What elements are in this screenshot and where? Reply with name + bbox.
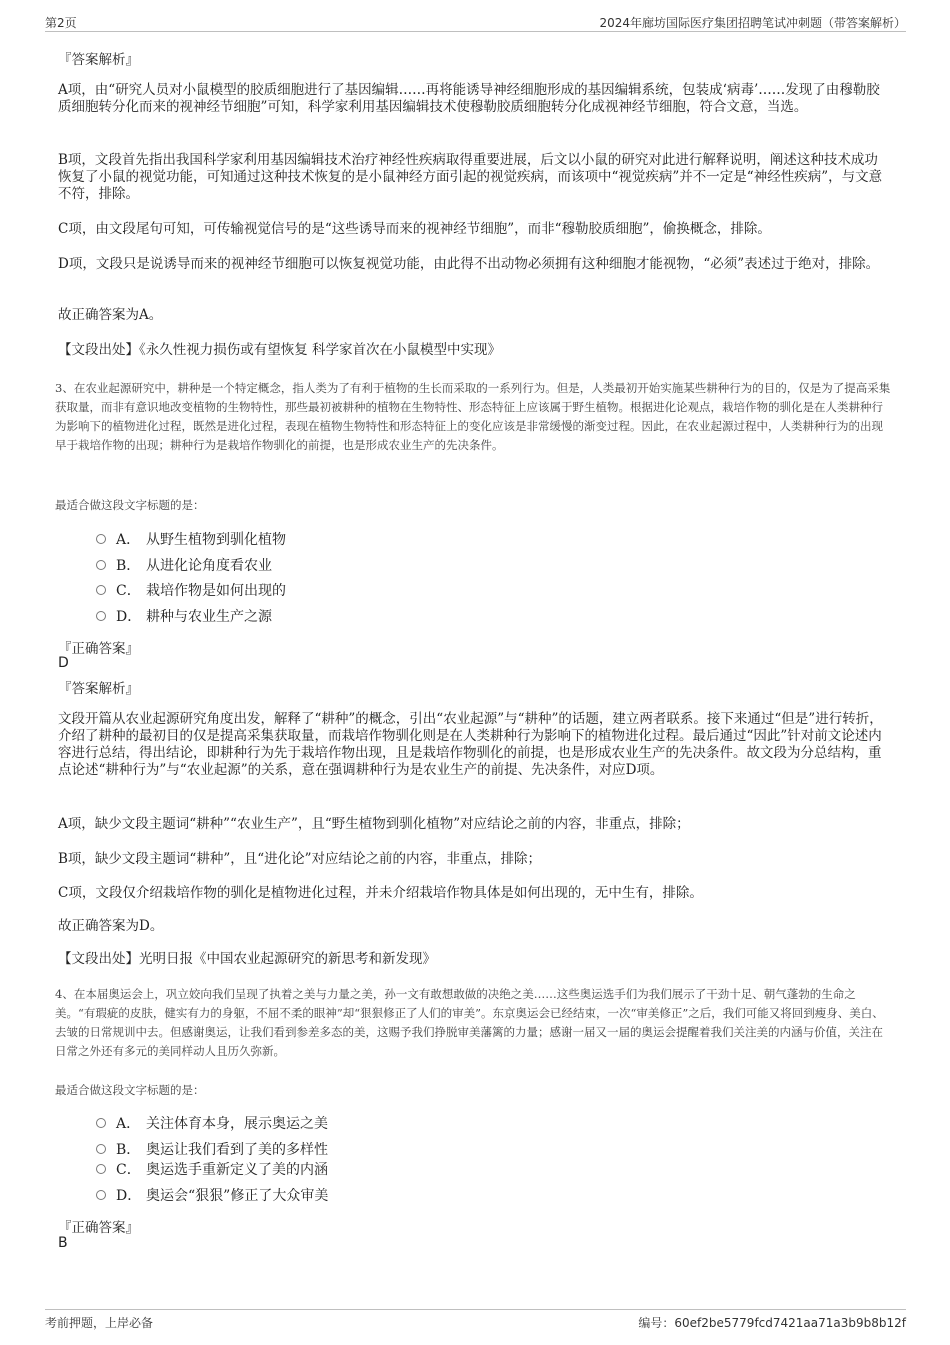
radio-icon[interactable] — [96, 1118, 106, 1128]
q3-answer: D — [58, 655, 69, 671]
radio-icon[interactable] — [96, 1144, 106, 1154]
option-letter: C． — [116, 1162, 141, 1178]
option-letter: C． — [116, 583, 141, 599]
q4-answer-label: 『正确答案』 — [58, 1220, 139, 1236]
q3-source: 【文段出处】光明日报《中国农业起源研究的新思考和新发现》 — [58, 951, 436, 967]
option-text: 从野生植物到驯化植物 — [146, 532, 286, 548]
option-text: 奥运选手重新定义了美的内涵 — [146, 1162, 328, 1178]
option-letter: A． — [116, 1116, 141, 1132]
option-text: 奥运让我们看到了美的多样性 — [146, 1142, 328, 1158]
option-letter: D． — [116, 1188, 142, 1204]
q3-analysis-main: 文段开篇从农业起源研究角度出发，解释了“耕种”的概念，引出“农业起源”与“耕种”的话题，建立两者联系。接下来通过“但是”进行转折，介绍了耕种的最初目的仅是提高采集获取量，而栽培作物驯化则是在人类耕种行为影响下的植物进化过程。最后通过“因此”针对前文论述内容进行总结，得出结论，即耕种行为先于栽培作物出现，且是栽培作物驯化的前提，也是形成农业生产的先决条件。故文段为分总结构，重点论述“耕种行为”与“农业起源”的关系，意在强调耕种行为是农业生产的前提、先决条件，对应D项。 — [58, 711, 883, 778]
q3-conclusion: 故正确答案为D。 — [58, 918, 164, 934]
q4-question-text: 4、在本届奥运会上，巩立姣向我们呈现了执着之美与力量之美，孙一文有敢想敢做的决绝之美……这些奥运选手们为我们展示了干劲十足、朝气蓬勃的生命之美。“有瑕疵的皮肤，健实有力的身躯，不屈不柔的眼神”却“狠狠修正了人们的审美”。东京奥运会已经结束，一次“审美修正”之后，我们可能又将回到瘦身、美白、去皱的日常规训中去。但感谢奥运，让我们看到参差多态的美，这赐予我们挣脱审美藩篱的力量；感谢一届又一届的奥运会提醒着我们关注美的内涵与价值，关注在日常之外还有多元的美同样动人且历久弥新。 — [55, 987, 884, 1058]
option-text: 栽培作物是如何出现的 — [146, 583, 286, 599]
q2-source: 【文段出处】《永久性视力损伤或有望恢复 科学家首次在小鼠模型中实现》 — [58, 342, 502, 358]
option-text: 关注体育本身，展示奥运之美 — [146, 1116, 328, 1132]
q4-option-d[interactable] — [96, 1187, 328, 1205]
radio-icon[interactable] — [96, 1164, 106, 1174]
q3-option-d[interactable] — [96, 608, 272, 626]
q4-option-c[interactable] — [96, 1161, 328, 1179]
footer-code — [638, 1314, 906, 1331]
q3-option-a[interactable] — [96, 531, 286, 549]
q2-analysis-d: D项，文段只是说诱导而来的视神经节细胞可以恢复视觉功能，由此得不出动物必须拥有这种细胞才能视物，“必须”表述过于绝对，排除。 — [58, 256, 880, 272]
q3-analysis-label: 『答案解析』 — [58, 681, 139, 697]
document-title: 2024年廊坊国际医疗集团招聘笔试冲刺题（带答案解析） — [599, 16, 906, 30]
q4-option-a[interactable] — [96, 1115, 328, 1133]
option-text: 奥运会“狠狠”修正了大众审美 — [146, 1188, 329, 1204]
q3-analysis-b: B项，缺少文段主题词“耕种”，且“进化论”对应结论之前的内容，非重点，排除； — [58, 851, 542, 867]
footer-code-label: 编号： — [638, 1316, 675, 1330]
q2-analysis-c: C项，由文段尾句可知，可传输视觉信号的是“这些诱导而来的视神经节细胞”，而非“穆勒胶质细胞”，偷换概念，排除。 — [58, 221, 771, 237]
option-letter: B． — [116, 1142, 141, 1158]
radio-icon[interactable] — [96, 611, 106, 621]
radio-icon[interactable] — [96, 534, 106, 544]
q3-answer-label: 『正确答案』 — [58, 641, 139, 657]
q3-option-c[interactable] — [96, 582, 286, 600]
q3-option-b[interactable] — [96, 557, 272, 575]
q2-analysis-label: 『答案解析』 — [58, 52, 139, 68]
radio-icon[interactable] — [96, 560, 106, 570]
footer-slogan: 考前押题，上岸必备 — [45, 1316, 154, 1330]
option-text: 耕种与农业生产之源 — [146, 609, 272, 625]
q4-answer: B — [58, 1235, 68, 1251]
q4-option-b[interactable] — [96, 1141, 328, 1159]
radio-icon[interactable] — [96, 585, 106, 595]
radio-icon[interactable] — [96, 1190, 106, 1200]
option-letter: A． — [116, 532, 141, 548]
q2-conclusion: 故正确答案为A。 — [58, 307, 163, 323]
q2-analysis-a: A项，由“研究人员对小鼠模型的胶质细胞进行了基因编辑……再将能诱导神经细胞形成的基因编辑系统，包装成‘病毒’……发现了由穆勒胶质细胞转分化而来的视神经节细胞”可知，科学家利用基因编辑技术使穆勒胶质细胞转分化成视神经节细胞，符合文意，当选。 — [58, 82, 880, 115]
footer-code-value: 60ef2be5779fcd7421aa71a3b9b8b12f — [674, 1316, 906, 1330]
q3-analysis-c: C项，文段仅介绍栽培作物的驯化是植物进化过程，并未介绍栽培作物具体是如何出现的，无中生有，排除。 — [58, 885, 703, 901]
footer-divider — [45, 1309, 906, 1310]
option-letter: B． — [116, 558, 141, 574]
option-text: 从进化论角度看农业 — [146, 558, 272, 574]
q3-prompt: 最适合做这段文字标题的是： — [55, 498, 205, 512]
header-divider — [45, 31, 906, 32]
q3-question-text: 3、在农业起源研究中，耕种是一个特定概念，指人类为了有利于植物的生长而采取的一系列行为。但是，人类最初开始实施某些耕种行为的目的，仅是为了提高采集获取量，而非有意识地改变植物的生物特性，那些最初被耕种的植物在生物特性、形态特征上应该属于野生植物。根据进化论观点，栽培作物的驯化是在人类耕种行为影响下的植物进化过程，既然是进化过程，表现在植物生物特性和形态特征上的变化应该是非常缓慢的渐变过程。因此，在农业起源过程中，人类耕种行为的出现早于栽培作物的出现；耕种行为是栽培作物驯化的前提，也是形成农业生产的先决条件。 — [55, 381, 891, 452]
q2-analysis-b: B项，文段首先指出我国科学家利用基因编辑技术治疗神经性疾病取得重要进展，后文以小鼠的研究对此进行解释说明，阐述这种技术成功恢复了小鼠的视觉功能，可知通过这种技术恢复的是小鼠神经方面引起的视觉疾病，而该项中“视觉疾病”并不一定是“神经性疾病”，与文意不符，排除。 — [58, 152, 883, 202]
q3-analysis-a: A项，缺少文段主题词“耕种”“农业生产”，且“野生植物到驯化植物”对应结论之前的内容，非重点，排除； — [58, 816, 690, 832]
q4-prompt: 最适合做这段文字标题的是： — [55, 1083, 205, 1097]
option-letter: D． — [116, 609, 142, 625]
page-number: 第2页 — [45, 16, 77, 30]
